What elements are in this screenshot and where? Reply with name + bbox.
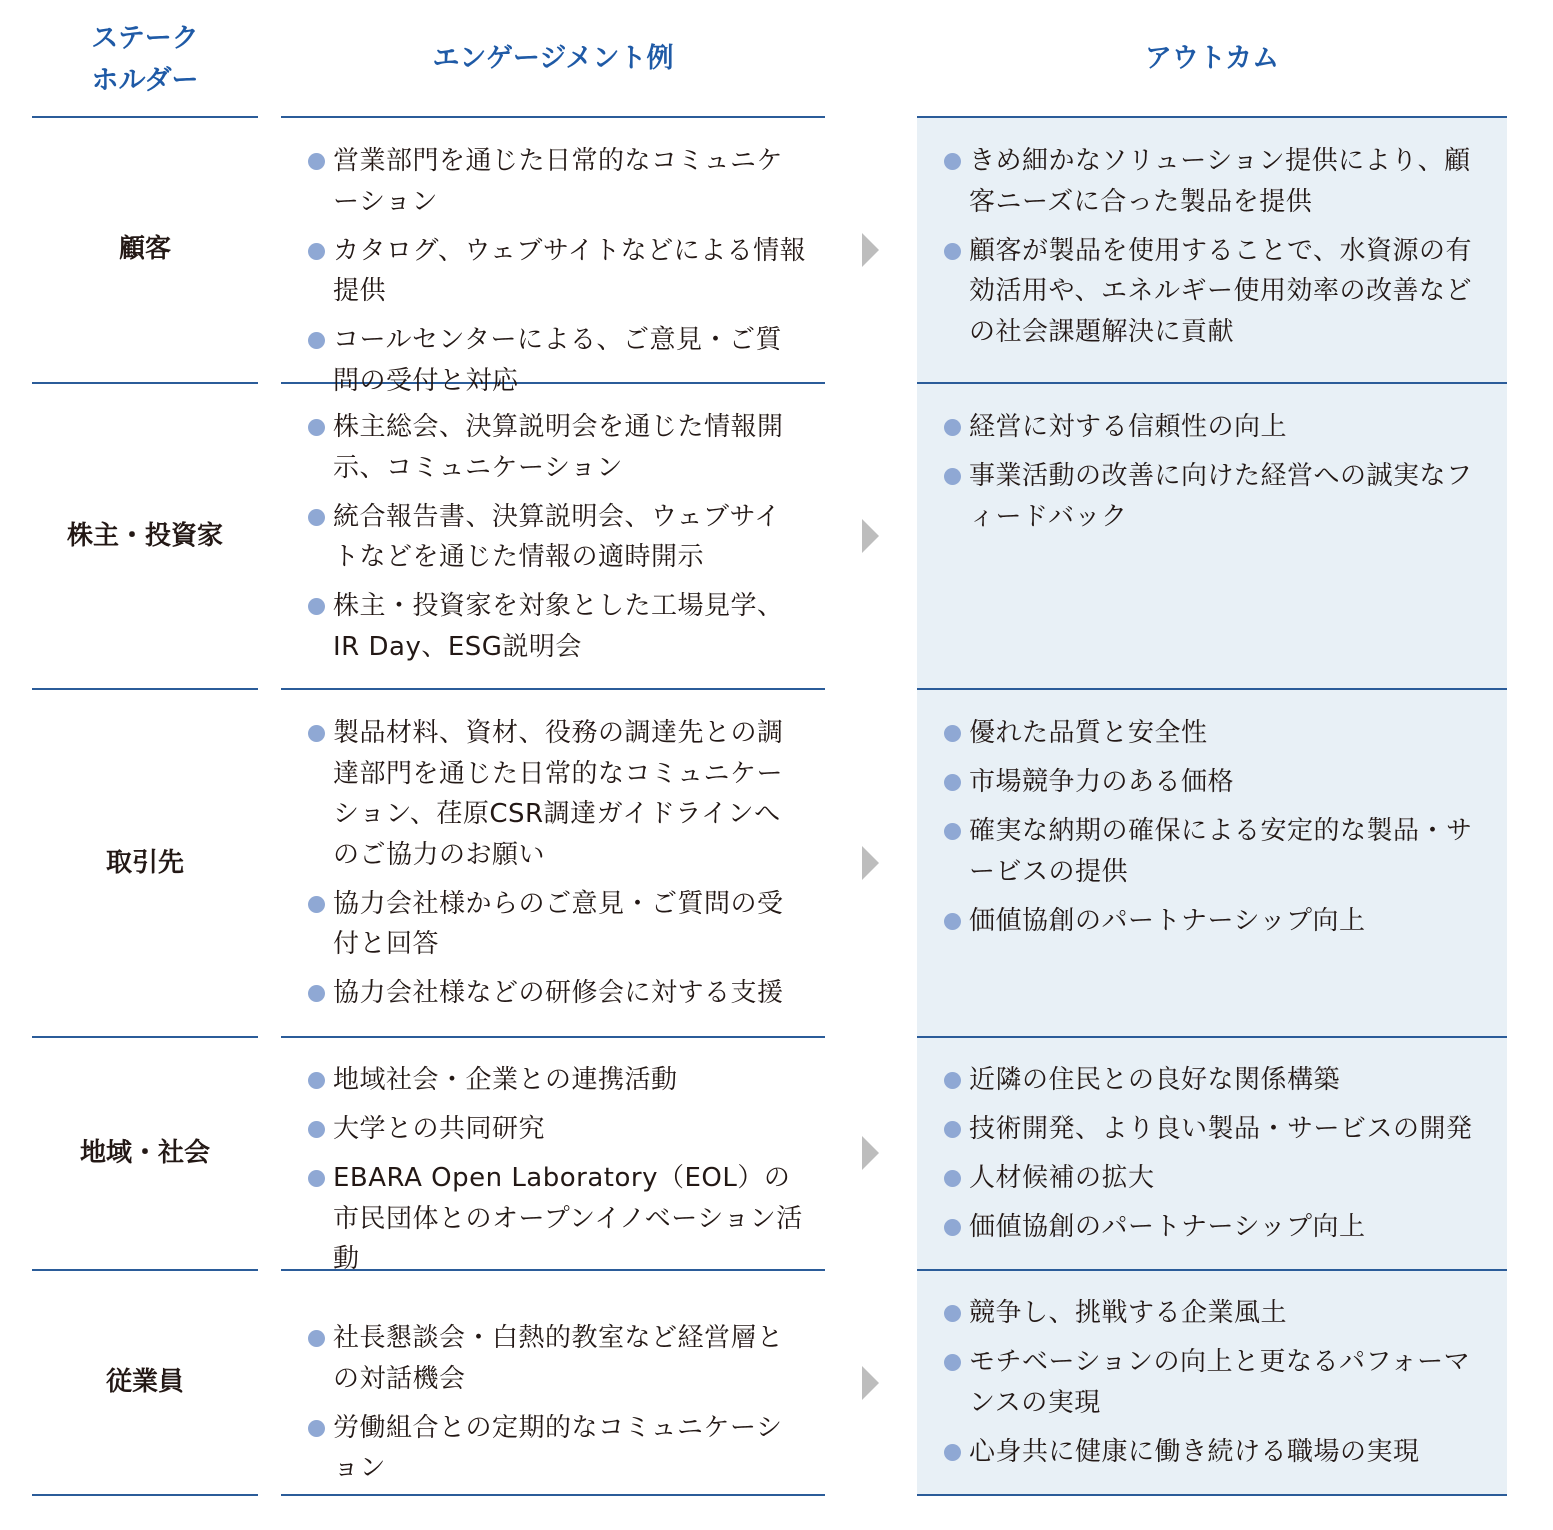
outcome-item <box>943 762 1491 803</box>
outcome-item <box>943 1293 1491 1334</box>
engagement-row-rule <box>281 1494 825 1496</box>
outcome-item <box>943 1207 1491 1248</box>
outcome-item-text: 価値協創のパートナーシップ向上 <box>969 905 1366 936</box>
stakeholder-name: 従業員 <box>105 1367 184 1397</box>
outcome-item <box>943 1109 1491 1150</box>
engagement-item <box>307 497 807 578</box>
outcome-item-text: 優れた品質と安全性 <box>969 718 1208 748</box>
engagement-list <box>307 407 807 667</box>
engagement-item <box>307 586 807 667</box>
engagement-item-text: 社長懇談会・白熱的教室など経営層との対話機会 <box>333 1323 784 1394</box>
engagement-item <box>307 1318 807 1399</box>
outcome-item <box>943 1342 1491 1423</box>
bullet-dot-icon <box>308 1330 325 1347</box>
outcome-item-text: 市場競争力のある価格 <box>969 767 1235 797</box>
bullet-dot-icon <box>308 985 325 1002</box>
bullet-dot-icon <box>944 1121 961 1138</box>
bullet-dot-icon <box>308 598 325 615</box>
outcome-list <box>943 1060 1491 1248</box>
header-stakeholder <box>32 18 258 102</box>
outcome-item-text: モチベーションの向上と更なるパフォーマンスの実現 <box>969 1347 1471 1418</box>
bullet-dot-icon <box>308 509 325 526</box>
arrow-right-icon <box>862 1136 879 1170</box>
bullet-dot-icon <box>308 1072 325 1089</box>
engagement-item-text: 製品材料、資材、役務の調達先との調達部門を通じた日常的なコミュニケーション、荏原CSR調達ガイドラインへのご協力のお願い <box>333 718 784 870</box>
bullet-dot-icon <box>944 1444 961 1461</box>
bullet-dot-icon <box>308 243 325 260</box>
outcome-item-text: 人材候補の拡大 <box>969 1163 1155 1193</box>
bullet-dot-icon <box>944 1305 961 1322</box>
engagement-item-text: 労働組合との定期的なコミュニケーション <box>333 1412 783 1483</box>
stakeholder-row-rule <box>32 1494 258 1496</box>
outcome-list <box>943 713 1491 941</box>
header-stakeholder-line2: ホルダー <box>91 65 199 96</box>
engagement-item <box>307 973 807 1014</box>
stakeholder-name: 顧客 <box>118 234 171 264</box>
engagement-item-text: 協力会社様などの研修会に対する支援 <box>333 978 784 1008</box>
outcome-item-text: 経営に対する信頼性の向上 <box>969 412 1288 442</box>
outcome-item <box>943 141 1491 222</box>
outcome-item <box>943 713 1491 754</box>
header-outcome: アウトカム <box>1144 43 1280 74</box>
outcome-item <box>943 901 1491 942</box>
engagement-item-text: 大学との共同研究 <box>333 1114 546 1144</box>
stakeholder-header-rule <box>32 116 258 118</box>
bullet-dot-icon <box>308 896 325 913</box>
engagement-item <box>307 1109 807 1150</box>
bullet-dot-icon <box>944 1354 961 1371</box>
header-stakeholder-line1: ステーク <box>91 23 199 54</box>
engagement-item <box>307 1060 807 1101</box>
bullet-dot-icon <box>944 823 961 840</box>
header-engagement: エンゲージメント例 <box>432 43 674 74</box>
bullet-dot-icon <box>308 1420 325 1437</box>
bullet-dot-icon <box>944 913 961 930</box>
outcome-item <box>943 456 1491 537</box>
engagement-row-rule <box>281 688 825 690</box>
engagement-item <box>307 320 807 401</box>
engagement-item-text: 株主総会、決算説明会を通じた情報開示、コミュニケーション <box>333 412 784 483</box>
stakeholder-row-rule <box>32 688 258 690</box>
engagement-item <box>307 141 807 222</box>
engagement-item-text: EBARA Open Laboratory（EOL）の市民団体とのオープンイノベーション活動 <box>333 1163 803 1274</box>
stakeholder-name: 株主・投資家 <box>66 521 223 551</box>
outcome-row-rule <box>917 1494 1507 1496</box>
engagement-item <box>307 1158 807 1280</box>
bullet-dot-icon <box>944 419 961 436</box>
outcome-item-text: 近隣の住民との良好な関係構築 <box>969 1065 1341 1095</box>
engagement-item <box>307 407 807 488</box>
engagement-item-text: カタログ、ウェブサイトなどによる情報提供 <box>333 235 807 306</box>
bullet-dot-icon <box>944 153 961 170</box>
engagement-row-rule <box>281 1036 825 1038</box>
stakeholder-row-rule <box>32 1269 258 1271</box>
outcome-item <box>943 1158 1491 1199</box>
bullet-dot-icon <box>944 774 961 791</box>
outcome-list <box>943 1293 1491 1472</box>
outcome-list <box>943 141 1491 352</box>
engagement-list <box>307 1060 807 1280</box>
bullet-dot-icon <box>944 468 961 485</box>
stakeholder-name: 地域・社会 <box>79 1138 210 1168</box>
outcome-item <box>943 811 1491 892</box>
stakeholder-name: 取引先 <box>105 848 184 878</box>
engagement-header-rule <box>281 116 825 118</box>
arrow-right-icon <box>862 1366 879 1400</box>
engagement-list <box>307 713 807 1014</box>
outcome-item-text: 顧客が製品を使用することで、水資源の有効活用や、エネルギー使用効率の改善などの社会課題解決に貢献 <box>969 235 1472 347</box>
outcome-item <box>943 1060 1491 1101</box>
bullet-dot-icon <box>944 1170 961 1187</box>
outcome-item-text: 確実な納期の確保による安定的な製品・サービスの提供 <box>969 816 1473 887</box>
engagement-item-text: 統合報告書、決算説明会、ウェブサイトなどを通じた情報の適時開示 <box>333 501 781 572</box>
engagement-item <box>307 884 807 965</box>
outcome-item <box>943 231 1491 353</box>
stakeholder-row-rule <box>32 382 258 384</box>
engagement-item-text: 協力会社様からのご意見・ご質問の受付と回答 <box>333 888 784 959</box>
stakeholder-row-rule <box>32 1036 258 1038</box>
outcome-item <box>943 407 1491 448</box>
engagement-item-text: 株主・投資家を対象とした工場見学、IR Day、ESG説明会 <box>333 591 784 662</box>
bullet-dot-icon <box>944 1219 961 1236</box>
outcome-item-text: 事業活動の改善に向けた経営への誠実なフィードバック <box>969 461 1473 532</box>
outcome-item-text: 競争し、挑戦する企業風土 <box>969 1298 1288 1328</box>
outcome-list <box>943 407 1491 537</box>
engagement-item-text: 地域社会・企業との連携活動 <box>333 1065 678 1095</box>
engagement-item-text: コールセンターによる、ご意見・ご質問の受付と対応 <box>333 325 782 396</box>
bullet-dot-icon <box>944 725 961 742</box>
arrow-right-icon <box>862 846 879 880</box>
bullet-dot-icon <box>308 332 325 349</box>
outcome-item <box>943 1432 1491 1473</box>
bullet-dot-icon <box>308 419 325 436</box>
bullet-dot-icon <box>308 153 325 170</box>
engagement-item <box>307 713 807 875</box>
outcome-item-text: 心身共に健康に働き続ける職場の実現 <box>969 1436 1420 1467</box>
engagement-list <box>307 141 807 401</box>
outcome-item-text: きめ細かなソリューション提供により、顧客ニーズに合った製品を提供 <box>969 146 1471 217</box>
engagement-item-text: 営業部門を通じた日常的なコミュニケーション <box>333 146 783 217</box>
outcome-item-text: 価値協創のパートナーシップ向上 <box>969 1212 1366 1242</box>
engagement-item <box>307 1408 807 1489</box>
bullet-dot-icon <box>308 1170 325 1187</box>
outcome-item-text: 技術開発、より良い製品・サービスの開発 <box>969 1114 1473 1144</box>
arrow-right-icon <box>862 233 879 267</box>
bullet-dot-icon <box>944 1072 961 1089</box>
arrow-right-icon <box>862 519 879 553</box>
engagement-item <box>307 231 807 312</box>
bullet-dot-icon <box>308 725 325 742</box>
engagement-list <box>307 1318 807 1489</box>
bullet-dot-icon <box>944 243 961 260</box>
bullet-dot-icon <box>308 1121 325 1138</box>
